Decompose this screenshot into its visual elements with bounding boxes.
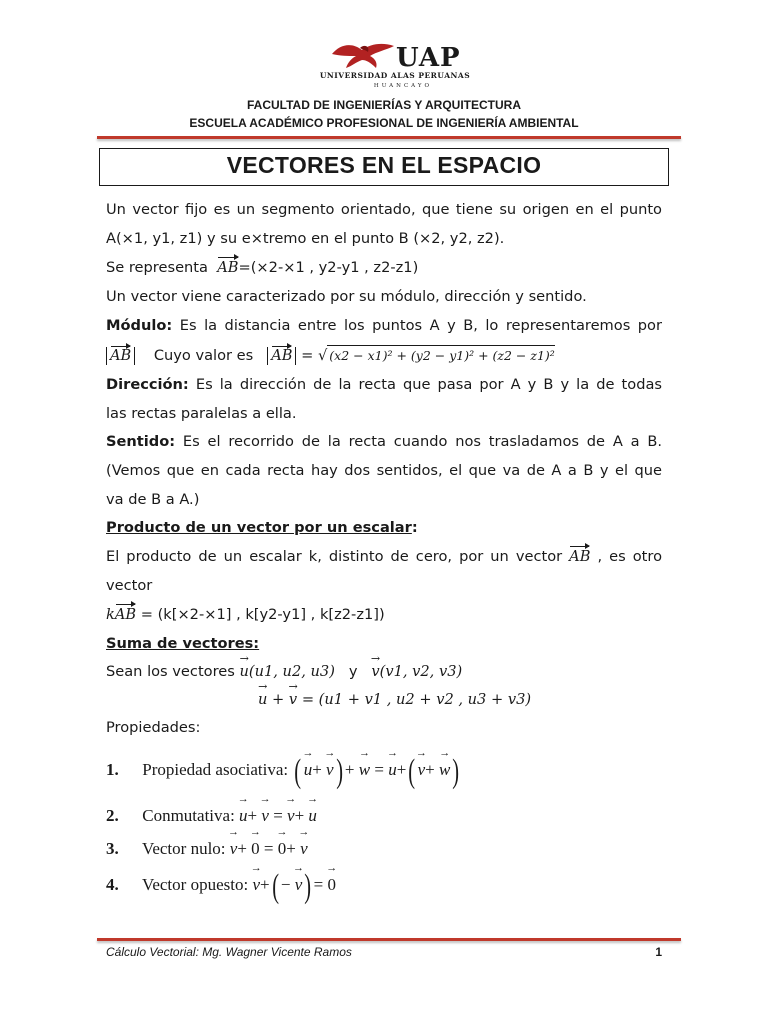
page-title: VECTORES EN EL ESPACIO (226, 152, 542, 178)
text: Es la distancia entre los puntos A y B, lo representaremos por (179, 317, 662, 334)
university-logo (319, 40, 480, 96)
u-components: (u1, u2, u3) (248, 663, 335, 680)
page-number: 1 (655, 945, 662, 959)
property-number: 2. (106, 806, 119, 825)
footer-divider (97, 938, 681, 941)
vector-ab: AB (114, 606, 137, 623)
modulo-label: Módulo: (106, 317, 173, 334)
paragraph-line (106, 432, 662, 452)
modulo-formula: (x2 − x1)² + (y2 − y1)² + (z2 − z1)² (327, 345, 555, 366)
text: Es la dirección de la recta que pasa por A y B y la de todas (195, 376, 663, 393)
vector-ab: AB (217, 259, 239, 276)
paragraph-line: (Vemos que en cada recta hay dos sentidos, el que va de A a B y el que (106, 462, 662, 479)
paragraph-line (106, 316, 662, 336)
paragraph-line: Un vector viene caracterizado por su módulo, dirección y sentido. (106, 288, 587, 305)
vector-v: v → (371, 662, 379, 682)
paragraph-line: A(×1, y1, z1) y su e×tremo en el punto B (×2, y2, z2). (106, 230, 505, 247)
property-label: Vector nulo: (141, 839, 226, 858)
scalar-k: k (106, 606, 115, 623)
paragraph-line: vector (106, 577, 153, 594)
header-divider (97, 136, 681, 139)
paragraph-line (106, 375, 662, 395)
sum-formula: = (u1 + v1 , u2 + v2 , u3 + v3) (301, 691, 532, 708)
sum-formula-line: u → + v → = (u1 + v1 , u2 + v2 , u3 + v3) (258, 690, 531, 710)
footer-author: Cálculo Vectorial: Mg. Wagner Vicente Ramos (106, 945, 352, 959)
producto-formula: = (k[×2-×1] , k[y2-y1] , k[z2-z1]) (140, 606, 385, 623)
abs-bars (267, 347, 296, 365)
vector-ab: AB (110, 347, 132, 364)
faculty-name: FACULTAD DE INGENIERÍAS Y ARQUITECTURA (246, 98, 521, 112)
property-label: Vector opuesto: (141, 875, 249, 894)
suma-heading: Suma de vectores: (106, 635, 260, 652)
property-2: 2. Conmutativa: u →+ v → = v →+ u → (106, 806, 317, 826)
property-3: 3. Vector nulo: v →+ 0 → = 0 →+ v → (106, 839, 308, 859)
section-heading (106, 634, 662, 654)
vector-u: u → (258, 690, 267, 710)
property-number: 4. (106, 875, 119, 894)
vector-u: u → (240, 662, 249, 682)
text: , es otro (597, 548, 662, 565)
section-heading: Producto de un vector por un escalar: (106, 519, 418, 536)
sentido-label: Sentido: (106, 433, 176, 450)
title-box (99, 148, 669, 186)
school-name: ESCUELA ACADÉMICO PROFESIONAL DE INGENIERÍA AMBIENTAL (189, 116, 579, 130)
paragraph-line (106, 662, 662, 682)
paragraph-line: las rectas paralelas a ella. (106, 405, 297, 422)
eagle-icon (330, 40, 396, 70)
text: =(×2-×1 , y2-y1 , z2-z1) (238, 259, 419, 276)
producto-heading: Producto de un vector por un escalar (106, 519, 412, 536)
university-name: UNIVERSIDAD ALAS PERUANAS (319, 71, 471, 80)
vector-ab: AB (569, 548, 591, 565)
text: Sean los vectores (106, 663, 235, 680)
vector-v: v → (289, 690, 297, 710)
v-components: (v1, v2, v3) (379, 663, 463, 680)
text: y (348, 663, 358, 680)
property-number: 3. (106, 839, 119, 858)
property-label: Conmutativa: (142, 806, 235, 825)
paragraph-line: Un vector fijo es un segmento orientado, que tiene su origen en el punto (106, 201, 662, 218)
paragraph-line: Propiedades: (106, 719, 201, 736)
paragraph-line (106, 547, 662, 567)
paragraph-line (106, 258, 662, 278)
abs-bars (106, 347, 135, 365)
producto-formula-line (106, 605, 662, 625)
text: Cuyo valor es (153, 347, 254, 364)
modulo-formula-line: AB Cuyo valor es AB = √ (x2 − x1)² + (y2 − y1)² + (z2 − z1)² (106, 345, 662, 366)
paragraph-line: va de B a A.) (106, 491, 200, 508)
text: Se representa (106, 259, 208, 276)
text: Es el recorrido de la recta cuando nos trasladamos de A a B. (182, 433, 662, 450)
direccion-label: Dirección: (106, 376, 189, 393)
property-4: 4. Vector opuesto: v →+( − v →) = 0 → (106, 872, 336, 902)
property-number: 1. (106, 760, 119, 779)
logo-text: UAP (396, 43, 461, 73)
university-city: HUANCAYO (373, 83, 433, 89)
text: El producto de un escalar k, distinto de cero, por un vector (106, 548, 563, 565)
property-1: 1. Propiedad asociativa: ( u →+ v →) + w → = u →+( v →+ w →) (106, 757, 462, 787)
property-label: Propiedad asociativa: (142, 760, 289, 779)
vector-ab: AB (271, 347, 293, 364)
